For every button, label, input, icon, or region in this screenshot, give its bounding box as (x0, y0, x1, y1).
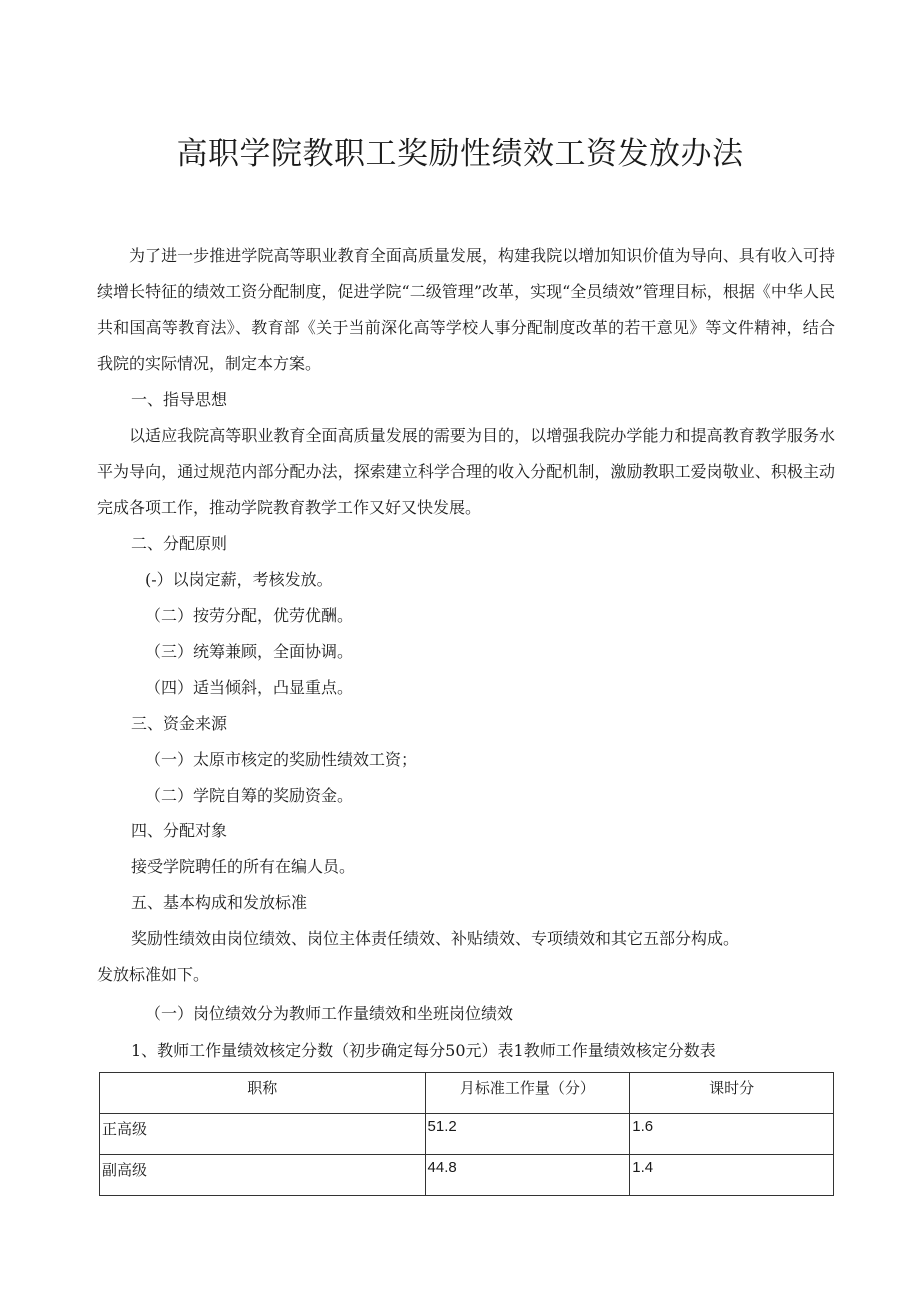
cell-hour: 1.4 (630, 1155, 834, 1196)
cell-title: 副高级 (100, 1155, 426, 1196)
cell-title: 正高级 (100, 1114, 426, 1155)
table-header-row (100, 1073, 834, 1114)
section-4-body: 接受学院聘任的所有在编人员。 (131, 857, 356, 876)
section-5-body-continued: 发放标准如下。 (97, 965, 210, 984)
principle-item: （三）统筹兼顾，全面协调。 (145, 642, 354, 661)
funding-item: （二）学院自筹的奖励资金。 (145, 786, 354, 805)
column-header-monthly: 月标准工作量（分） (425, 1073, 630, 1114)
table-row (100, 1155, 834, 1196)
column-header-title: 职称 (100, 1073, 426, 1114)
cell-hour: 1.6 (630, 1114, 834, 1155)
section-4-heading: 四、分配对象 (131, 821, 228, 840)
principle-item: (-）以岗定薪，考核发放。 (145, 570, 333, 589)
section-1-heading: 一、指导思想 (131, 390, 228, 409)
table-caption: 1、教师工作量绩效核定分数（初步确定每分50元）表1教师工作量绩效核定分数表 (131, 1041, 716, 1060)
principle-item: （二）按劳分配，优劳优酬。 (145, 606, 354, 625)
table-row (100, 1114, 834, 1155)
cell-monthly: 51.2 (425, 1114, 630, 1155)
section-1-body: 以适应我院高等职业教育全面高质量发展的需要为目的，以增强我院办学能力和提高教育教学服务水平为导向，通过规范内部分配办法，探索建立科学合理的收入分配机制，激励教职工爱岗敬业、积极主动完成各项工作，推动学院教育教学工作又好又快发展。 (97, 426, 835, 517)
section-2-heading: 二、分配原则 (131, 534, 228, 553)
section-5-subheading: （一）岗位绩效分为教师工作量绩效和坐班岗位绩效 (145, 1004, 514, 1023)
workload-score-table (99, 1072, 834, 1196)
cell-monthly: 44.8 (425, 1155, 630, 1196)
principle-item: （四）适当倾斜，凸显重点。 (145, 678, 354, 697)
funding-item: （一）太原市核定的奖励性绩效工资； (145, 750, 418, 769)
column-header-hour: 课时分 (630, 1073, 834, 1114)
intro-paragraph: 为了进一步推进学院高等职业教育全面高质量发展，构建我院以增加知识价值为导向、具有收入可持续增长特征的绩效工资分配制度，促进学院“二级管理”改革，实现“全员绩效”管理目标，根据《中华人民共和国高等教育法》、教育部《关于当前深化高等学校人事分配制度改革的若干意见》等文件精神，结合我院的实际情况，制定本方案。 (97, 246, 835, 373)
section-3-heading: 三、资金来源 (131, 714, 228, 733)
document-title: 高职学院教职工奖励性绩效工资发放办法 (176, 136, 744, 172)
section-5-heading: 五、基本构成和发放标准 (131, 893, 308, 912)
section-5-body: 奖励性绩效由岗位绩效、岗位主体责任绩效、补贴绩效、专项绩效和其它五部分构成。 (131, 929, 740, 948)
